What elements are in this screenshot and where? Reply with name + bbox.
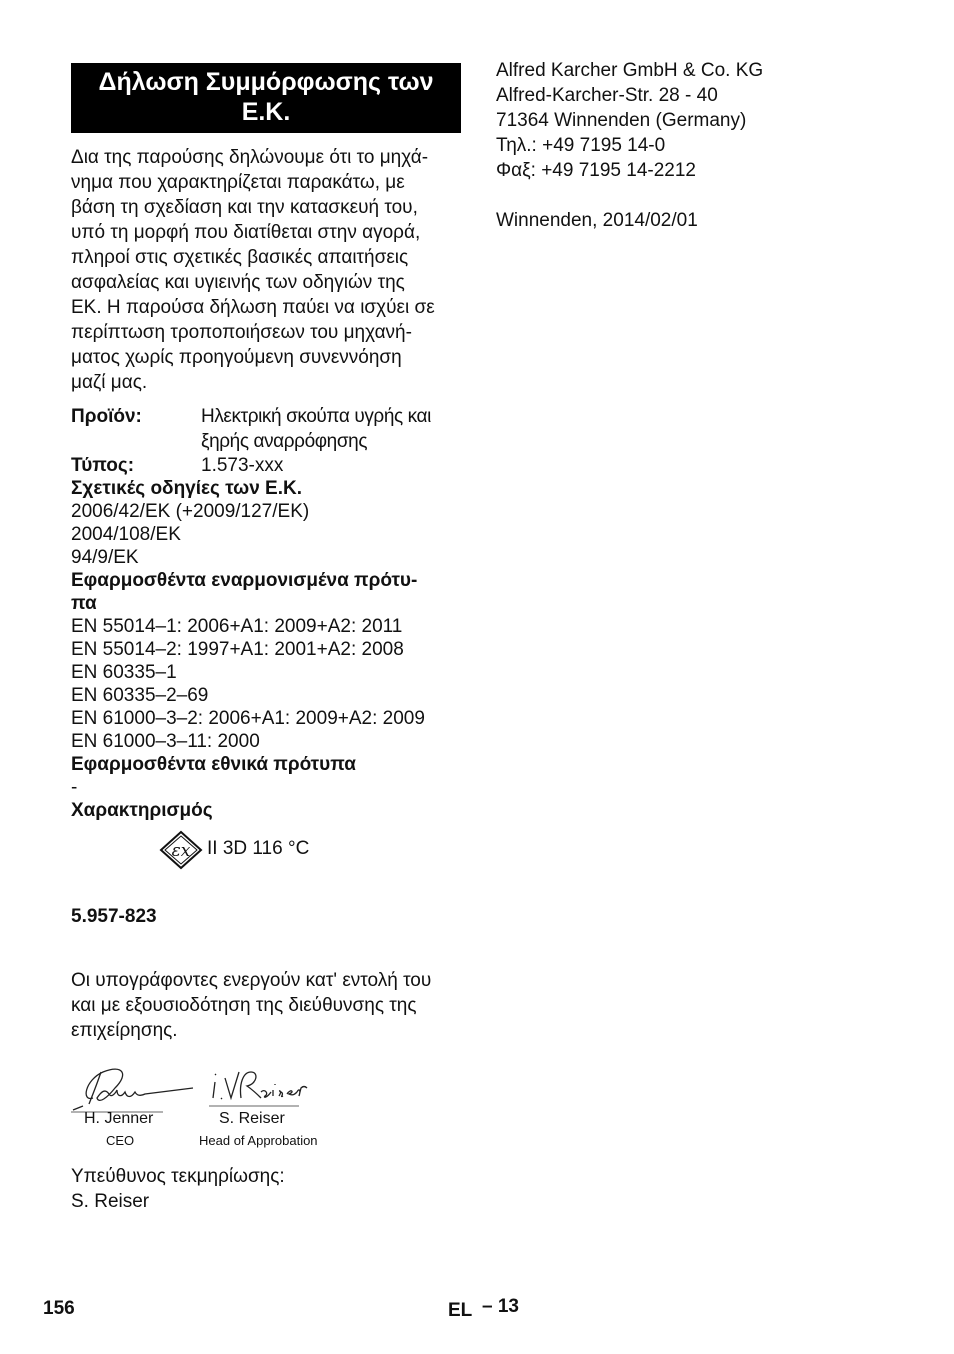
signer-name-jenner: H. Jenner <box>84 1110 154 1127</box>
signer-role-reiser: Head of Approbation <box>199 1133 318 1148</box>
responsible-person <box>71 1164 461 1214</box>
harmonized-heading-line: πα <box>71 593 97 614</box>
responsible-name: S. Reiser <box>71 1191 150 1212</box>
type-value: 1.573-xxx <box>201 455 284 476</box>
intro-line: βάση τη σχεδίαση και την κατασκευή του, <box>71 197 418 218</box>
directive-item: 2006/42/ΕΚ (+2009/127/ΕΚ) <box>71 501 310 522</box>
signers-paragraph <box>71 968 461 1043</box>
intro-line: νημα που χαρακτηρίζεται παρακάτω, με <box>71 172 405 193</box>
ex-atex-icon <box>159 830 203 870</box>
svg-text:εx: εx <box>171 841 191 861</box>
intro-line: περίπτωση τροποποιήσεων του μηχανή- <box>71 322 412 343</box>
product-value-line: ξηρής αναρρόφησης <box>201 431 368 452</box>
company-line: Τηλ.: +49 7195 14-0 <box>496 135 666 156</box>
marking-value: II 3D 116 °C <box>207 838 310 859</box>
company-line: Alfred-Karcher-Str. 28 - 40 <box>496 85 718 106</box>
marking-heading: Χαρακτηρισμός <box>71 800 213 821</box>
directives-heading: Σχετικές οδηγίες των Ε.Κ. <box>71 478 302 499</box>
standard-item: EN 60335–2–69 <box>71 685 209 706</box>
intro-line: ΕΚ. Η παρούσα δήλωση παύει να ισχύει σε <box>71 297 435 318</box>
product-label: Προϊόν: <box>71 406 142 427</box>
signer-name-reiser: S. Reiser <box>219 1110 285 1127</box>
standard-item: EN 55014–1: 2006+A1: 2009+A2: 2011 <box>71 616 403 637</box>
place-date: Winnenden, 2014/02/01 <box>496 210 698 231</box>
page-title-line-1: Δήλωση Συμμόρφωσης των <box>98 68 434 96</box>
signature-block <box>71 1058 461 1148</box>
intro-line: μαζί μας. <box>71 372 148 393</box>
product-info <box>71 404 461 477</box>
intro-line: πληροί στις σχετικές βασικές απαιτήσεις <box>71 247 409 268</box>
page-title <box>71 63 461 133</box>
national-standards-section <box>71 753 461 822</box>
product-row <box>71 404 461 454</box>
type-label: Τύπος: <box>71 455 135 476</box>
directives-section <box>71 477 461 569</box>
intro-paragraph <box>71 145 461 395</box>
directive-item: 2004/108/ΕΚ <box>71 524 181 545</box>
harmonized-standards-section <box>71 569 461 753</box>
national-heading: Εφαρμοσθέντα εθνικά πρότυπα <box>71 754 356 775</box>
national-value: - <box>71 777 78 798</box>
signers-line: επιχείρησης. <box>71 1020 178 1041</box>
standard-item: EN 61000–3–11: 2000 <box>71 731 260 752</box>
part-number: 5.957-823 <box>71 906 157 927</box>
footer-section-number: – 13 <box>482 1296 519 1317</box>
footer-page-number: 156 <box>43 1298 75 1319</box>
page-title-line-2: Ε.Κ. <box>241 98 291 126</box>
company-line: 71364 Winnenden (Germany) <box>496 110 747 131</box>
signature-reiser <box>209 1064 309 1110</box>
standard-item: EN 55014–2: 1997+A1: 2001+A2: 2008 <box>71 639 404 660</box>
company-line: Φαξ: +49 7195 14-2212 <box>496 160 696 181</box>
intro-line: υπό τη μορφή που διατίθεται στην αγορά, <box>71 222 421 243</box>
signers-line: Οι υπογράφοντες ενεργούν κατ' εντολή του <box>71 970 432 991</box>
footer-language: EL <box>448 1300 473 1321</box>
signer-role-jenner: CEO <box>106 1133 135 1148</box>
type-row <box>71 454 461 477</box>
signers-line: και με εξουσιοδότηση της διεύθυνσης της <box>71 995 417 1016</box>
product-value <box>201 404 461 454</box>
directive-item: 94/9/ΕΚ <box>71 547 139 568</box>
left-column <box>71 63 461 1214</box>
intro-line: ασφαλείας και υγιεινής των οδηγιών της <box>71 272 405 293</box>
standard-item: EN 60335–1 <box>71 662 177 683</box>
company-line: Alfred Karcher GmbH & Co. KG <box>496 60 764 81</box>
standard-item: EN 61000–3–2: 2006+A1: 2009+A2: 2009 <box>71 708 425 729</box>
intro-line: ματος χωρίς προηγούμενη συνεννόηση <box>71 347 402 368</box>
harmonized-heading-line: Εφαρμοσθέντα εναρμονισμένα πρότυ- <box>71 570 418 591</box>
intro-line: Δια της παρούσης δηλώνουμε ότι το μηχά- <box>71 147 429 168</box>
product-value-line: Ηλεκτρική σκούπα υγρής και <box>201 406 431 427</box>
company-address <box>496 58 916 233</box>
responsible-label: Υπεύθυνος τεκμηρίωσης: <box>71 1166 285 1187</box>
marking-row <box>71 822 461 870</box>
